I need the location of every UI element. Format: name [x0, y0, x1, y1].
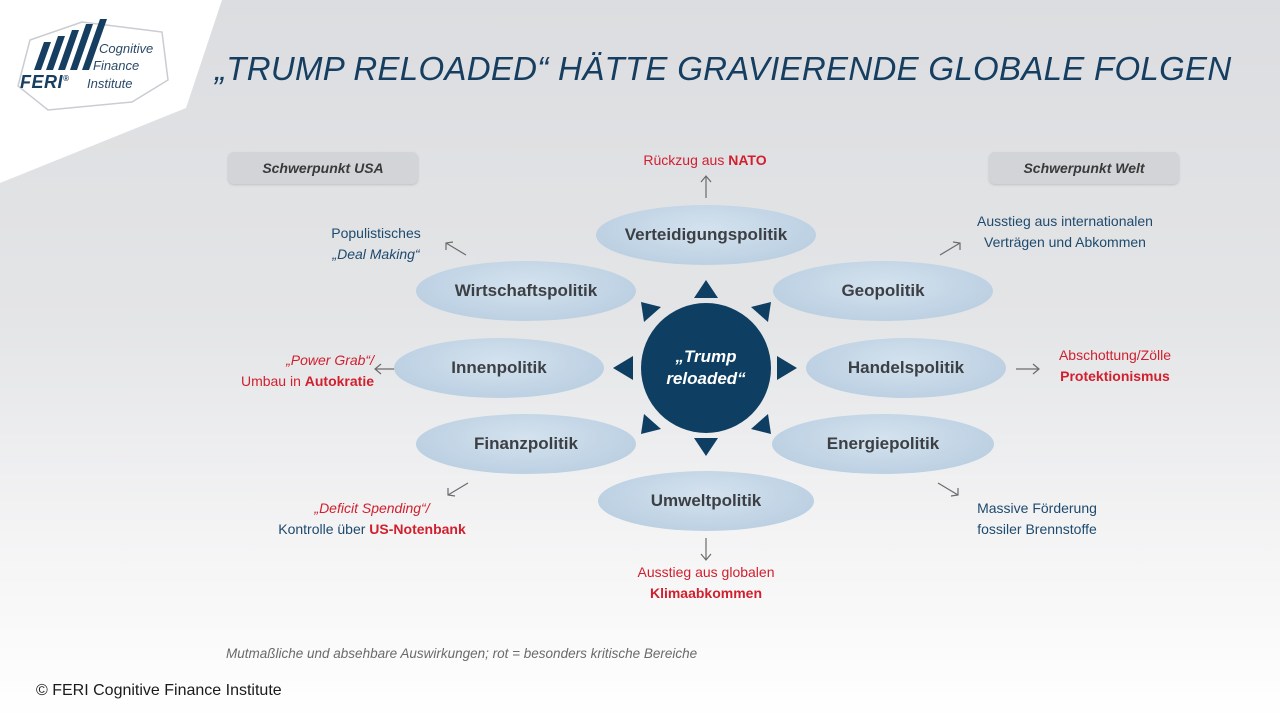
logo-line-cognitive: Cognitive [99, 41, 154, 56]
node-umweltpolitik: Umweltpolitik [598, 471, 814, 531]
note-ausstieg-vertraege: Ausstieg aus internationalen Verträgen und Abkommen [977, 213, 1153, 250]
copyright: © FERI Cognitive Finance Institute [36, 682, 282, 699]
logo-line-finance: Finance [93, 58, 140, 73]
node-verteidigungspolitik: Verteidigungspolitik [596, 205, 816, 265]
node-finanzpolitik: Finanzpolitik [416, 414, 636, 474]
center-line-1: „Trump [675, 347, 737, 366]
note-fossil: Massive Förderung fossiler Brennstoffe [977, 500, 1097, 537]
note-power-grab: „Power Grab“/ Umbau in Autokratie [240, 352, 374, 389]
page-title: „TRUMP RELOADED“ HÄTTE GRAVIERENDE GLOBALE FOLGEN [215, 50, 1232, 87]
label-schwerpunkt-welt: Schwerpunkt Welt [989, 152, 1179, 184]
node-geopolitik: Geopolitik [773, 261, 993, 321]
note-klima: Ausstieg aus globalen Klimaabkommen [637, 564, 775, 601]
node-handelspolitik: Handelspolitik [806, 338, 1006, 398]
center-trump-reloaded [641, 303, 771, 433]
label-schwerpunkt-usa: Schwerpunkt USA [228, 152, 418, 184]
node-innenpolitik: Innenpolitik [394, 338, 604, 398]
logo-line-institute: Institute [87, 76, 133, 91]
node-wirtschaftspolitik: Wirtschaftspolitik [416, 261, 636, 321]
note-nato: Rückzug aus NATO [643, 152, 767, 168]
logo-brand: FERI® [20, 72, 70, 92]
note-protektionismus: Abschottung/Zölle Protektionismus [1058, 347, 1172, 384]
note-populist: Populistisches „Deal Making“ [331, 225, 421, 262]
node-energiepolitik: Energiepolitik [772, 414, 994, 474]
footnote: Mutmaßliche und absehbare Auswirkungen; rot = besonders kritische Bereiche [226, 646, 698, 661]
center-line-2: reloaded“ [666, 369, 746, 388]
note-deficit-spending: „Deficit Spending“/ Kontrolle über US-Notenbank [278, 500, 466, 537]
